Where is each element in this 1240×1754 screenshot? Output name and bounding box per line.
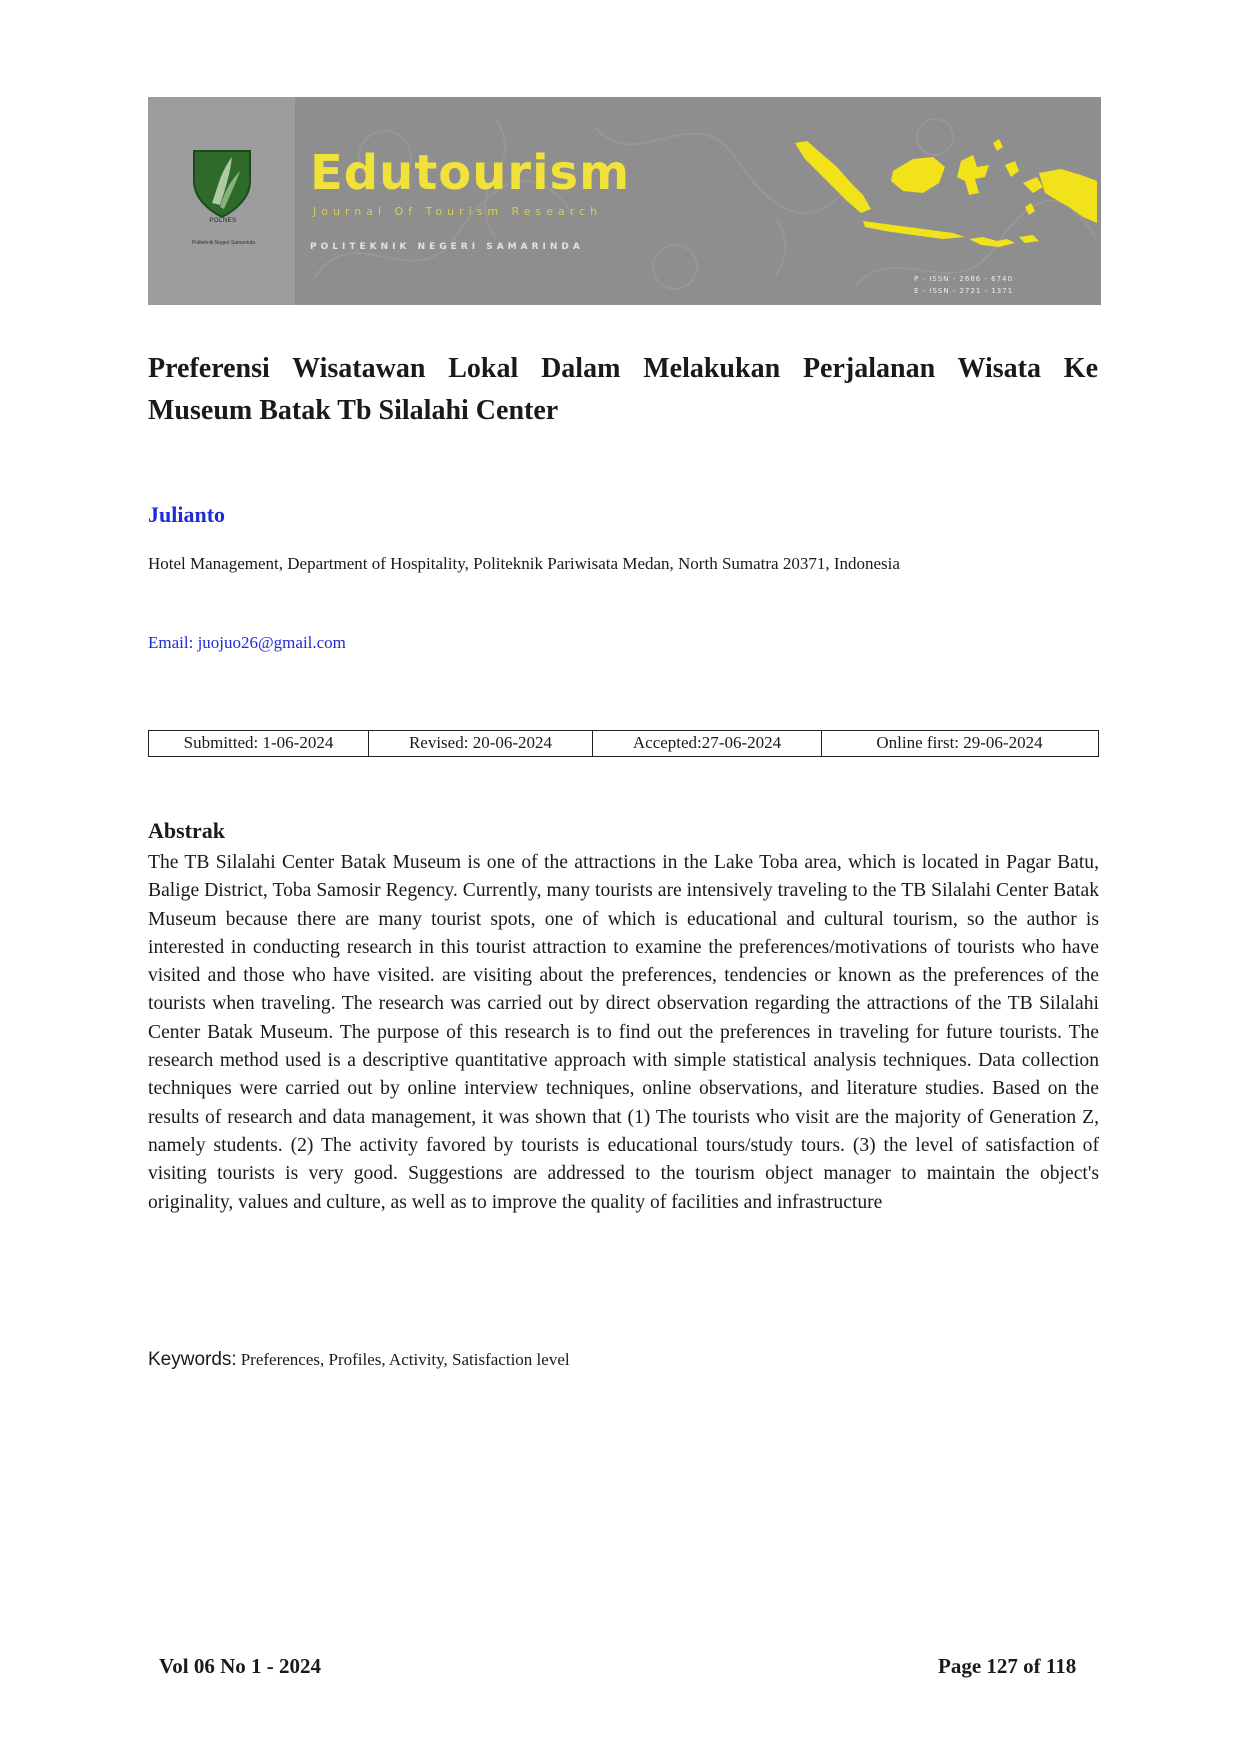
revised-date: Revised: 20-06-2024 bbox=[369, 731, 593, 756]
abstract-text: The TB Silalahi Center Batak Museum is one of the attractions in the Lake Toba area, which is located in Pagar Batu, Balige District, Toba Samosir Regency. Currently, many tourists are intensively traveling to the TB Silalahi Center Batak Museum because there are many tourist spots, one of which is educational and cultural tourism, so the author is interested in conducting research in this tourist attraction to examine the preferences/motivations of tourists who have visited and those who have visited. are visiting about the preferences, tendencies or known as the preferences of the tourists when traveling. The research was carried out by direct observation regarding the attractions of the TB Silalahi Center Batak Museum. The purpose of this research is to find out the preferences in traveling for future tourists. The research method used is a descriptive quantitative approach with simple statistical analysis techniques. Data collection techniques were carried out by online interview techniques, online observations, and literature studies. Based on the results of research and data management, it was shown that (1) The tourists who visit are the majority of Generation Z, namely students. (2) The activity favored by tourists is educational tours/study tours. (3) the level of satisfaction of visiting tourists is very good. Suggestions are addressed to the tourism object manager to maintain the object's originality, values and culture, as well as to improve the quality of facilities and infrastructure bbox=[148, 852, 1099, 1213]
journal-name: Edutourism bbox=[310, 145, 631, 201]
accepted-date: Accepted:27-06-2024 bbox=[593, 731, 822, 756]
keywords-line bbox=[148, 1349, 570, 1371]
indonesia-map-icon bbox=[793, 137, 1098, 252]
footer-volume: Vol 06 No 1 - 2024 bbox=[159, 1654, 321, 1678]
journal-banner bbox=[148, 97, 1101, 305]
online-first-date: Online first: 29-06-2024 bbox=[876, 733, 1043, 752]
abstract-heading: Abstrak bbox=[148, 818, 226, 843]
author-name: Julianto bbox=[148, 502, 226, 527]
footer-page-number: Page 127 of 118 bbox=[938, 1654, 1077, 1678]
shield-logo-icon bbox=[190, 147, 254, 219]
author-email[interactable]: Email: juojuo26@gmail.com bbox=[148, 633, 346, 652]
journal-subtitle: Journal Of Tourism Research bbox=[313, 205, 603, 218]
submission-dates-table bbox=[148, 730, 1099, 757]
keywords-label: Keywords: bbox=[148, 1349, 237, 1370]
author-affiliation: Hotel Management, Department of Hospitality, Politeknik Pariwisata Medan, North Sumatra 20371, Indonesia bbox=[148, 554, 900, 573]
keywords-list: Preferences, Profiles, Activity, Satisfaction level bbox=[240, 1350, 570, 1369]
logo-wordmark: POLNES bbox=[209, 218, 237, 224]
issn-electronic: E - ISSN - 2721 - 1371 bbox=[914, 287, 1014, 295]
article-title: Preferensi Wisatawan Lokal Dalam Melakukan Perjalanan Wisata Ke Museum Batak Tb Silalahi Center bbox=[148, 353, 1098, 426]
journal-institution: POLITEKNIK NEGERI SAMARINDA bbox=[310, 242, 584, 252]
issn-print: P - ISSN - 2686 - 6740 bbox=[914, 275, 1013, 283]
submitted-date: Submitted: 1-06-2024 bbox=[149, 731, 369, 756]
logo-subtext: Politeknik Negeri Samarinda bbox=[191, 240, 256, 246]
